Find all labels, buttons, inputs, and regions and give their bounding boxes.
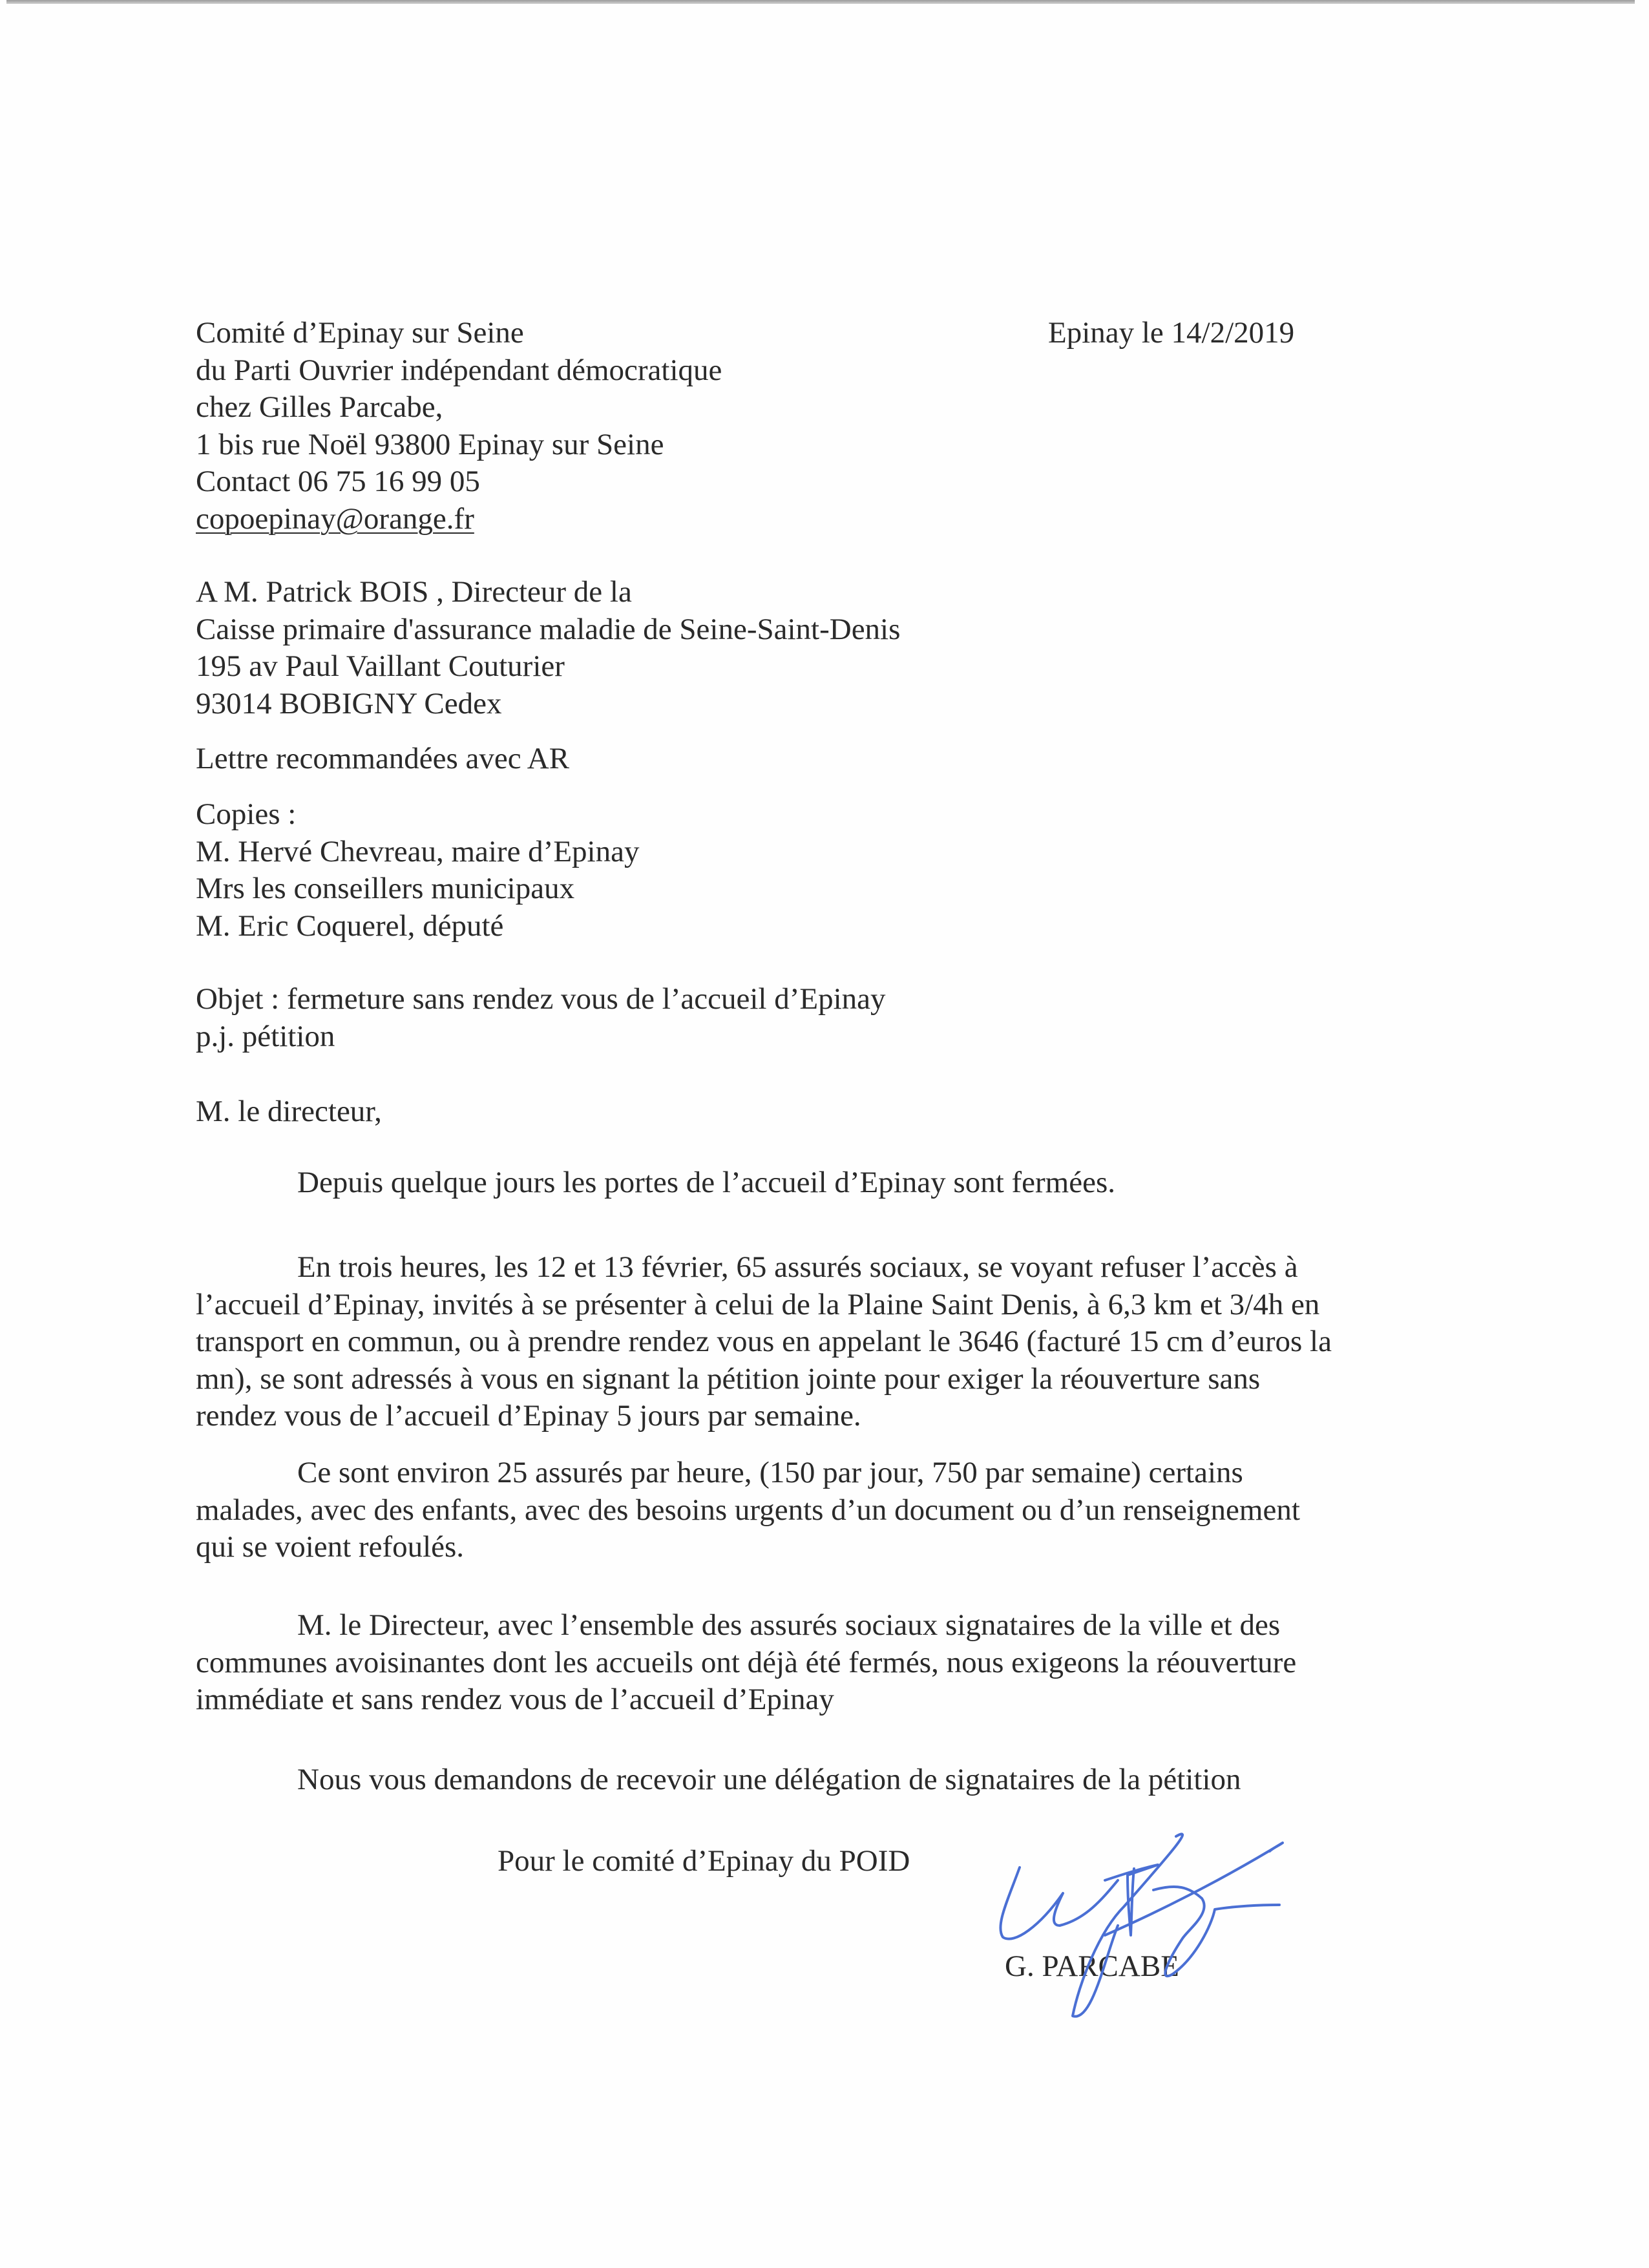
copies-line: Mrs les conseillers municipaux (196, 872, 575, 905)
signature-stroke (1153, 1887, 1279, 1976)
copies-line: M. Eric Coquerel, député (196, 908, 504, 943)
letter-date: Epinay le 14/2/2019 (1048, 316, 1295, 350)
body-paragraph (196, 1761, 1241, 1799)
body-paragraph (196, 1454, 1449, 1566)
paragraph-line: transport en commun, ou à prendre rendez vous en appelant le 3646 (facturé 15 cm d’euros la (196, 1325, 1332, 1358)
paragraph-line: communes avoisinantes dont les accueils ont déjà été fermés, nous exigeons la réouverture (196, 1645, 1297, 1679)
salutation: M. le directeur, (196, 1095, 382, 1128)
closing-line: Pour le comité d’Epinay du POID (498, 1844, 910, 1878)
sender-block (196, 315, 722, 538)
paragraph-line: immédiate et sans rendez vous de l’accueil d’Epinay (196, 1683, 834, 1716)
registered-mail-note: Lettre recommandées avec AR (196, 742, 570, 775)
sender-line: Contact 06 75 16 99 05 (196, 465, 480, 498)
body-paragraph (196, 1164, 1449, 1202)
paragraph-line: qui se voient refoulés. (196, 1530, 465, 1564)
sender-line: Comité d’Epinay sur Seine (196, 316, 524, 350)
recipient-line: A M. Patrick BOIS , Directeur de la (196, 575, 632, 609)
handwritten-signature (989, 1829, 1350, 2048)
attachment-note: p.j. pétition (196, 1019, 335, 1053)
paragraph-line: Nous vous demandons de recevoir une délégation de signataires de la pétition (297, 1763, 1241, 1796)
paragraph-line: Ce sont environ 25 assurés par heure, (150 par jour, 750 par semaine) certains (297, 1456, 1243, 1489)
paragraph-line: malades, avec des enfants, avec des besoins urgents d’un document ou d’un renseignement (196, 1493, 1300, 1527)
scan-edge (6, 0, 1635, 4)
sender-line: du Parti Ouvrier indépendant démocratique (196, 353, 722, 387)
paragraph-line: En trois heures, les 12 et 13 février, 65 assurés sociaux, se voyant refuser l’accès à (297, 1250, 1298, 1284)
copies-heading: Copies : (196, 797, 297, 831)
paragraph-line: l’accueil d’Epinay, invités à se présenter à celui de la Plaine Saint Denis, à 6,3 km et 3/4h en (196, 1287, 1320, 1321)
sender-email-link[interactable]: copoepinay@orange.fr (196, 501, 474, 536)
signer-name: G. PARCABE (1005, 1949, 1179, 1983)
sender-line: 1 bis rue Noël 93800 Epinay sur Seine (196, 427, 664, 461)
recipient-line: 93014 BOBIGNY Cedex (196, 686, 502, 720)
paragraph-line: rendez vous de l’accueil d’Epinay 5 jours par semaine. (196, 1399, 861, 1433)
paragraph-line: M. le Directeur, avec l’ensemble des assurés sociaux signataires de la ville et des (297, 1608, 1281, 1642)
recipient-line: 195 av Paul Vaillant Couturier (196, 649, 565, 683)
subject-line: Objet : fermeture sans rendez vous de l’accueil d’Epinay (196, 982, 886, 1016)
paragraph-line: Depuis quelque jours les portes de l’accueil d’Epinay sont fermées. (297, 1166, 1115, 1199)
copies-block (196, 796, 639, 945)
signature-stroke (1000, 1867, 1118, 1939)
copies-line: M. Hervé Chevreau, maire d’Epinay (196, 834, 640, 868)
paragraph-line: mn), se sont adressés à vous en signant la pétition jointe pour exiger la réouverture sans (196, 1361, 1261, 1396)
body-paragraph (196, 1607, 1449, 1719)
sender-line: chez Gilles Parcabe, (196, 390, 443, 424)
body-paragraph (196, 1249, 1449, 1435)
subject-block (196, 981, 886, 1055)
recipient-block (196, 574, 900, 722)
recipient-line: Caisse primaire d'assurance maladie de Seine-Saint-Denis (196, 612, 901, 646)
